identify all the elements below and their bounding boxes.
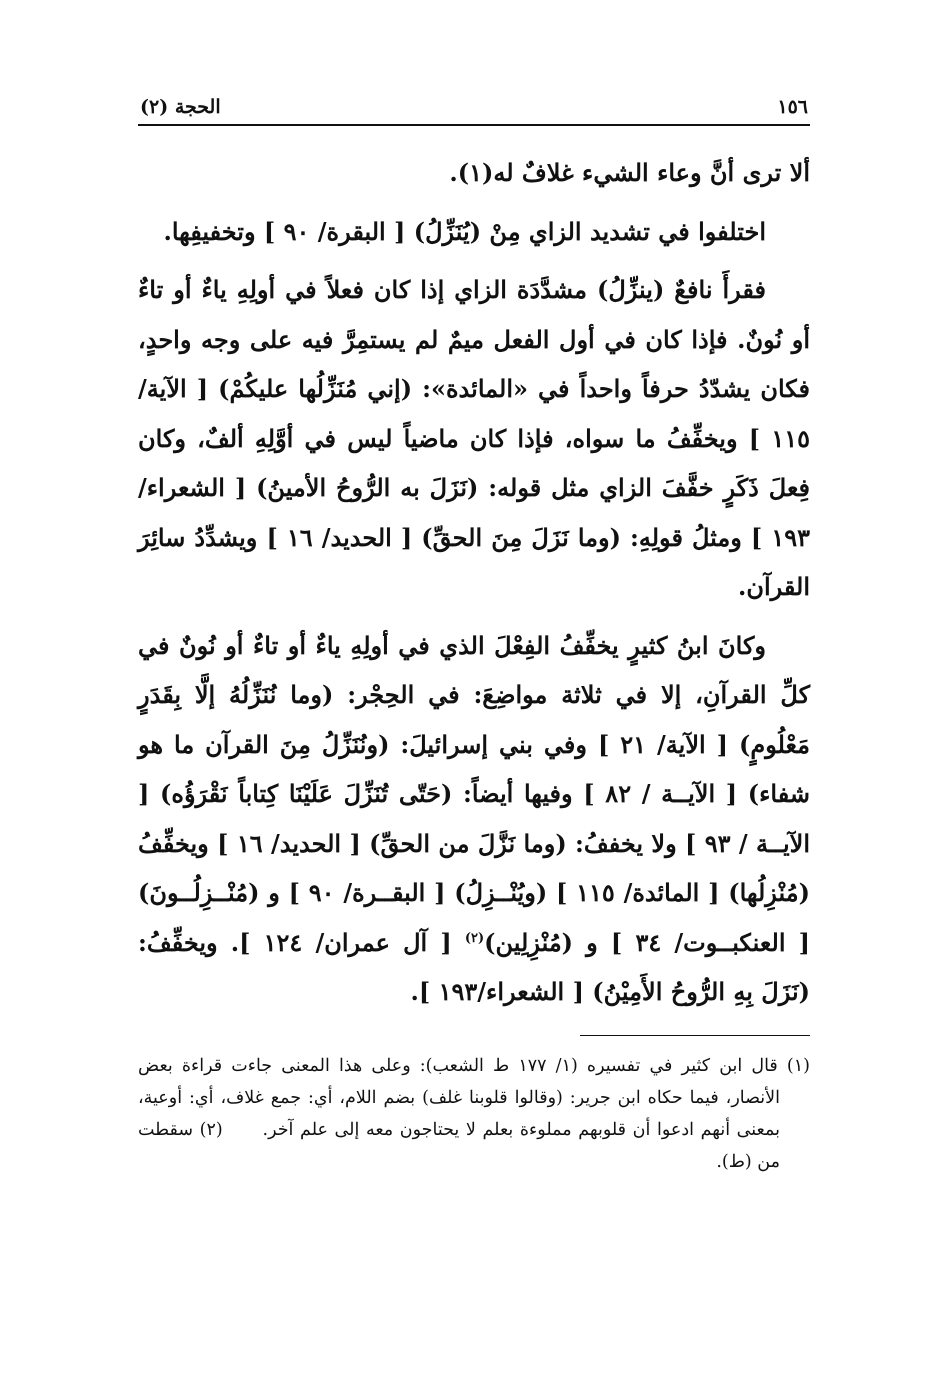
footnote-rule	[580, 1035, 810, 1036]
book-page	[138, 88, 810, 1178]
footnote-marker-2: (٢)	[464, 930, 485, 946]
main-text	[138, 148, 810, 1017]
paragraph-4	[138, 621, 810, 1017]
footnote-1-text: (١) قال ابن كثير في تفسيره (١/ ١٧٧ ط الشعب): وعلى هذا المعنى جاءت قراءة بعض الأنصار، فيما حكاه ابن جرير: (وقالوا قلوبنا غلف) بضم اللام، أي: جمع غلاف، أي: أوعية، بمعنى أنهم ادعوا أن قلوبهم مملوءة بعلم لا يحتاجون معه إلى علم آخر.	[138, 1055, 810, 1140]
paragraph-4-part-b: [ آل عمران/ ١٢٤ ]. ويخفِّفُ: (نَزَلَ بِهِ الرُّوحُ الأَمِيْنُ) [ الشعراء/١٩٣ ].	[138, 927, 810, 1006]
paragraph-2: اختلفوا في تشديد الزاي مِنْ (يُنَزِّلُ) [ البقرة/ ٩٠ ] وتخفيفِها.	[163, 216, 766, 246]
paragraph-4-part-a: وكانَ ابنُ كثيرٍ يخفِّفُ الفِعْلَ الذي في أولِهِ ياءٌ أو تاءٌ أو نُونٌ في كلِّ القرآنِ، إلا في ثلاثة مواضِعَ: في الحِجْر: (وما نُنَزِّلُهُ إلَّا بِقَدَرٍ مَعْلُومٍ) [ الآية/ ٢١ ] وفي بني إسرائيلَ: (ونُنَزِّلُ مِنَ القرآن ما هو شفاء) [ الآيــة / ٨٢ ] وفيها أيضاً: (حَتّى تُنَزِّلَ عَلَيْنَا كِتاباً نَقْرَؤُه) [ الآيــة / ٩٣ ] ولا يخففُ: (وما نَزَّلَ من الحقِّ) [ الحديد/ ١٦ ] ويخفِّفُ (مُنْزِلُها) [ المائدة/ ١١٥ ] (ويُنْــزِلُ) [ البقــرة/ ٩٠ ] و (مُنْــزِلُــونَ) [ العنكبــوت/ ٣٤ ] و (مُنْزِلِين)	[138, 630, 810, 957]
page-header	[138, 88, 810, 122]
running-title: الحجة (٢)	[140, 96, 221, 118]
footnotes	[138, 1050, 810, 1178]
header-rule	[138, 124, 810, 126]
paragraph-3: فقرأَ نافعٌ (ينزِّلُ) مشدَّدَة الزاي إذا كان فعلاً في أولِهِ ياءٌ أو تاءٌ أو نُونٌ. فإذا كان في أول الفعل ميمٌ لم يستمِرَّ فيه على وجه واحدٍ، فكان يشدّدُ حرفاً واحداً في «المائدة»: (إني مُنَزِّلُها عليكُمْ) [ الآية/ ١١٥ ] ويخفِّفُ ما سواه، فإذا كان ماضياً ليس في أوَّلِهِ ألفٌ، وكان فِعلَ ذَكَرٍ خفَّفَ الزاي مثل قوله: (نَزَلَ به الرُّوحُ الأمينُ) [ الشعراء/١٩٣ ] ومثلُ قولِهِ: (وما نَزَلَ مِنَ الحقِّ) [ الحديد/ ١٦ ] ويشدِّدُ سائِرَ القرآن.	[138, 275, 810, 601]
footnote-2-text: (٢) سقطت من (ط).	[138, 1119, 780, 1172]
paragraph-1: ألا ترى أنَّ وعاء الشيء غلافٌ له(١).	[449, 158, 810, 187]
page-number: ١٥٦	[777, 96, 808, 118]
footnote-1	[138, 1050, 810, 1178]
